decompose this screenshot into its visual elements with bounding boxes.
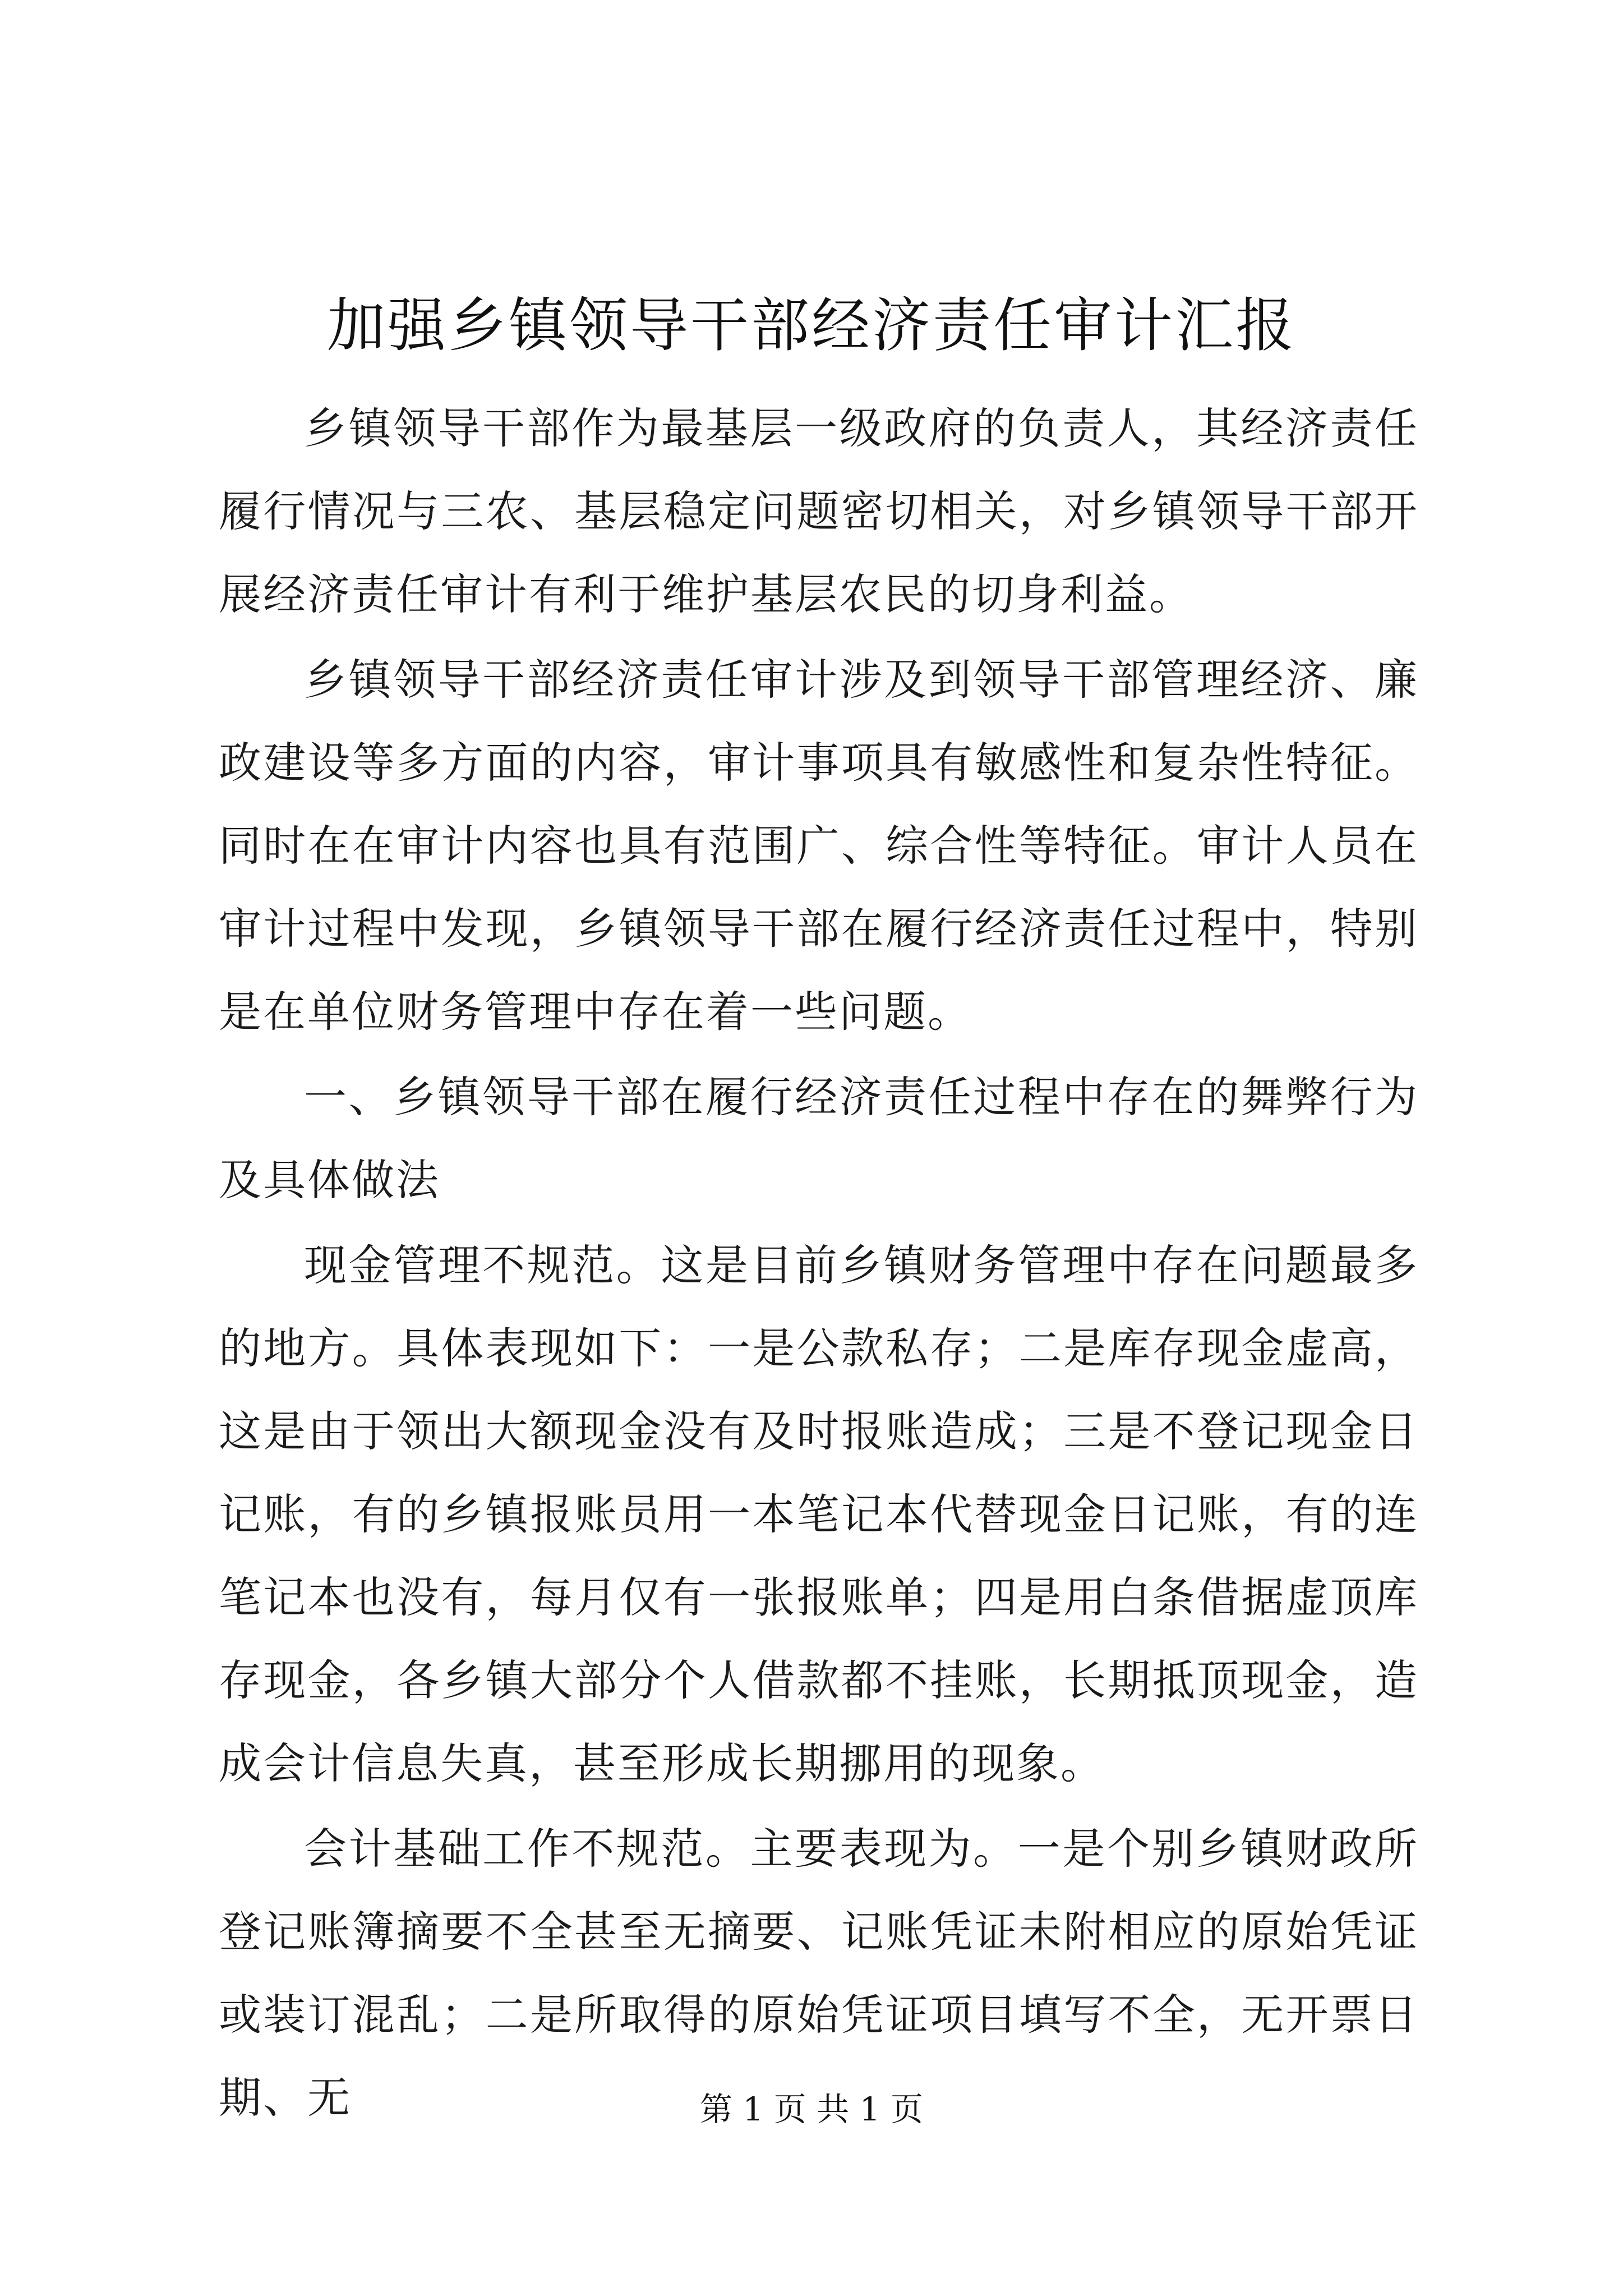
document-body (219, 387, 1419, 2142)
paragraph-intro: 乡镇领导干部作为最基层一级政府的负责人，其经济责任履行情况与三农、基层稳定问题密切相关，对乡镇领导干部开展经济责任审计有利于维护基层农民的切身利益。 (219, 403, 1419, 619)
paragraph-audit-scope: 乡镇领导干部经济责任审计涉及到领导干部管理经济、廉政建设等多方面的内容，审计事项具有敏感性和复杂性特征。同时在在审计内容也具有范围广、综合性等特征。审计人员在审计过程中发现，乡镇领导干部在履行经济责任过程中，特别是在单位财务管理中存在着一些问题。 (219, 655, 1419, 1037)
section-heading-1: 一、乡镇领导干部在履行经济责任过程中存在的舞弊行为及具体做法 (219, 1072, 1419, 1205)
paragraph-accounting-basics: 会计基础工作不规范。主要表现为。一是个别乡镇财政所登记账簿摘要不全甚至无摘要、记账凭证未附相应的原始凭证或装订混乱；二是所取得的原始凭证项目填写不全，无开票日期、无 (219, 1824, 1419, 2123)
paragraph-cash-management: 现金管理不规范。这是目前乡镇财务管理中存在问题最多的地方。具体表现如下：一是公款私存；二是库存现金虚高，这是由于领出大额现金没有及时报账造成；三是不登记现金日记账，有的乡镇报账员用一本笔记本代替现金日记账，有的连笔记本也没有，每月仅有一张报账单；四是用白条借据虚顶库存现金，各乡镇大部分个人借款都不挂账，长期抵顶现金，造成会计信息失真，甚至形成长期挪用的现象。 (219, 1240, 1419, 1788)
document-title: 加强乡镇领导干部经济责任审计汇报 (326, 291, 1296, 360)
page-footer: 第 1 页 共 1 页 (700, 2090, 923, 2128)
